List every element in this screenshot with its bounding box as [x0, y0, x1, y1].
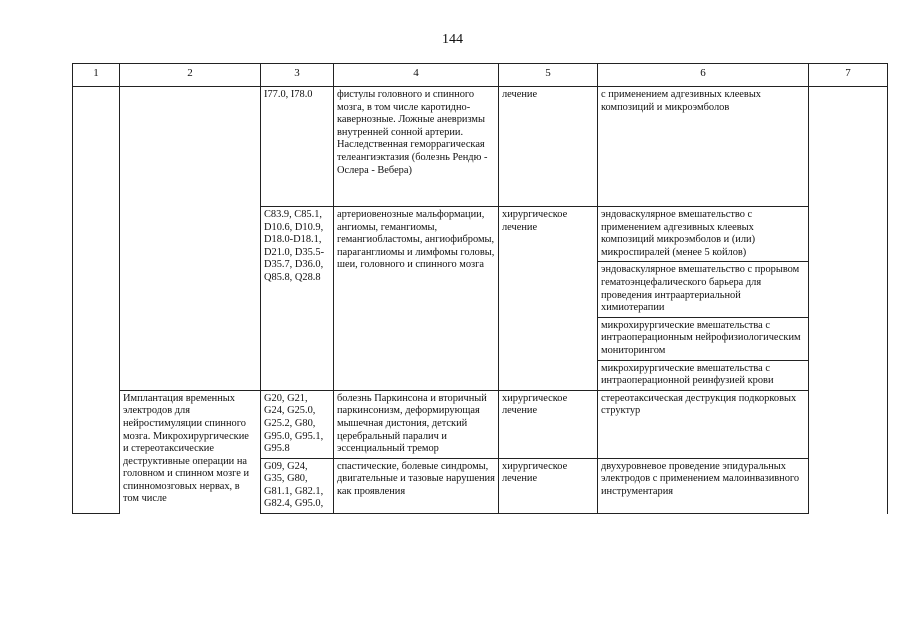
- procedure-name-cell: [120, 87, 261, 391]
- col-header-1: 1: [73, 64, 120, 87]
- table-row: [73, 87, 888, 207]
- medical-procedures-table: [72, 63, 888, 514]
- treatment-cell: хирургическое лечение: [499, 458, 598, 513]
- col-header-7: 7: [809, 64, 888, 87]
- condition-cell: спастические, болевые синдромы, двигательные и тазовые нарушения как проявления: [334, 458, 499, 513]
- col-header-6: 6: [598, 64, 809, 87]
- col1-cell: [73, 87, 120, 514]
- method-cell: двухуровневое проведение эпидуральных электродов с применением малоинвазивного инструментария: [598, 458, 809, 513]
- method-cell: стереотаксическая деструкция подкорковых структур: [598, 390, 809, 458]
- condition-cell: артериовенозные мальформации, ангиомы, гемангиомы, гемангиобластомы, ангиофибромы, параганглиомы и лимфомы головы, шеи, головного и спинного мозга: [334, 207, 499, 391]
- header-row: [73, 64, 888, 87]
- method-cell: микрохирургические вмешательства с интраоперационным нейрофизиологическим мониторингом: [598, 317, 809, 360]
- col-header-5: 5: [499, 64, 598, 87]
- method-cell: эндоваскулярное вмешательство с прорывом гематоэнцефалического барьера для проведения интраартериальной химиотерапии: [598, 262, 809, 317]
- col-header-4: 4: [334, 64, 499, 87]
- col-header-2: 2: [120, 64, 261, 87]
- treatment-cell: хирургическое лечение: [499, 207, 598, 391]
- treatment-cell: хирургическое лечение: [499, 390, 598, 458]
- condition-cell: фистулы головного и спинного мозга, в том числе каротидно-кавернозные. Ложные аневризмы внутренней сонной артерии. Наследственная геморрагическая телеангиэктазия (болезнь Рендю - Ослера - Вебера): [334, 87, 499, 207]
- page-number: 144: [442, 32, 463, 47]
- method-cell: эндоваскулярное вмешательство с применением адгезивных клеевых композиций микроэмболов и (или) микроспиралей (менее 5 койлов): [598, 207, 809, 262]
- codes-cell: G20, G21, G24, G25.0, G25.2, G80, G95.0, G95.1, G95.8: [261, 390, 334, 458]
- procedure-name-cell: Имплантация временных электродов для нейростимуляции спинного мозга. Микрохирургические и стереотаксические деструктивные операции на головном и спинном мозге и спинномозговых нервах, в том числе: [120, 390, 261, 513]
- condition-cell: болезнь Паркинсона и вторичный паркинсонизм, деформирующая мышечная дистония, детский церебральный паралич и эссенциальный тремор: [334, 390, 499, 458]
- col7-cell: [809, 87, 888, 514]
- table-row: [73, 390, 888, 458]
- treatment-cell: лечение: [499, 87, 598, 207]
- method-cell: с применением адгезивных клеевых композиций и микроэмболов: [598, 87, 809, 207]
- codes-cell: I77.0, I78.0: [261, 87, 334, 207]
- codes-cell: C83.9, C85.1, D10.6, D10.9, D18.0-D18.1, D21.0, D35.5-D35.7, D36.0, Q85.8, Q28.8: [261, 207, 334, 391]
- method-cell: микрохирургические вмешательства с интраоперационной реинфузией крови: [598, 360, 809, 390]
- col-header-3: 3: [261, 64, 334, 87]
- codes-cell: G09, G24, G35, G80, G81.1, G82.1, G82.4, G95.0,: [261, 458, 334, 513]
